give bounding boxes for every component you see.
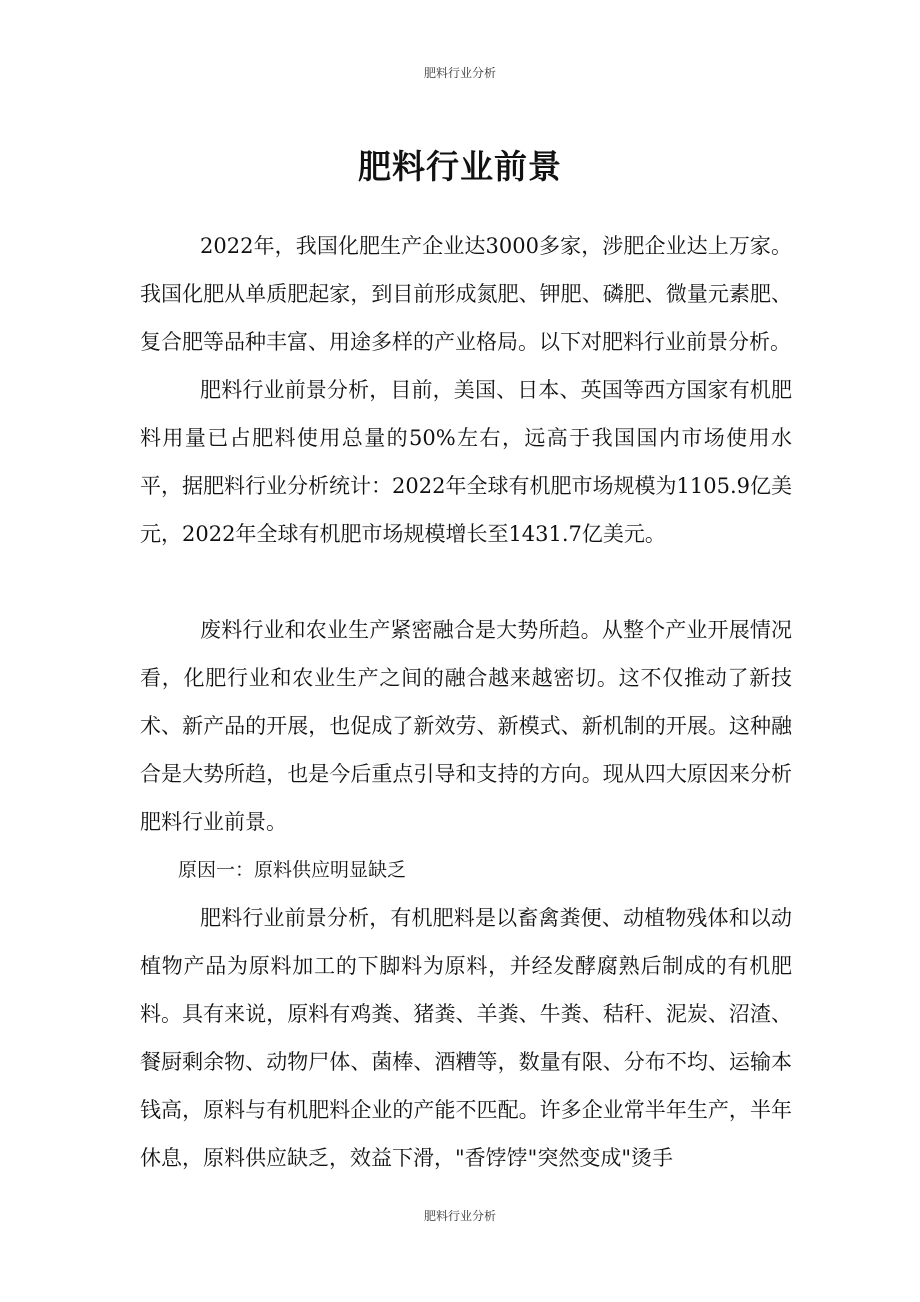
- paragraph-market-analysis: 肥料行业前景分析，目前，美国、日本、英国等西方国家有机肥料用量已占肥料使用总量的50%左右，远高于我国国内市场使用水平，据肥料行业分析统计：2022年全球有机肥市场规模为1105.9亿美元，2022年全球有机肥市场规模增长至1431.7亿美元。: [140, 378, 792, 546]
- page-title: 肥料行业前景: [358, 147, 562, 186]
- document-body: [140, 222, 792, 1182]
- paragraph-intro: 2022年，我国化肥生产企业达3000多家，涉肥企业达上万家。我国化肥从单质肥起家，到目前形成氮肥、钾肥、磷肥、微量元素肥、复合肥等品种丰富、用途多样的产业格局。以下对肥料行业前景分析。: [140, 234, 792, 354]
- paragraph-industry-integration: 废料行业和农业生产紧密融合是大势所趋。从整个产业开展情况看，化肥行业和农业生产之间的融合越来越密切。这不仅推动了新技术、新产品的开展，也促成了新效劳、新模式、新机制的开展。这种融合是大势所趋，也是今后重点引导和支持的方向。现从四大原因来分析肥料行业前景。: [140, 618, 792, 834]
- paragraph-raw-material: 肥料行业前景分析，有机肥料是以畜禽粪便、动植物残体和以动植物产品为原料加工的下脚料为原料，并经发酵腐熟后制成的有机肥料。具有来说，原料有鸡粪、猪粪、羊粪、牛粪、秸秆、泥炭、沼渣、餐厨剩余物、动物尸体、菌棒、酒糟等，数量有限、分布不均、运输本钱高，原料与有机肥料企业的产能不匹配。许多企业常半年生产，半年休息，原料供应缺乏，效益下滑，"香饽饽"突然变成"烫手: [140, 906, 792, 1170]
- page-header: 肥料行业分析: [423, 66, 496, 80]
- section-heading-reason-one: 原因一：原料供应明显缺乏: [178, 859, 407, 881]
- page-footer: 肥料行业分析: [423, 1209, 496, 1223]
